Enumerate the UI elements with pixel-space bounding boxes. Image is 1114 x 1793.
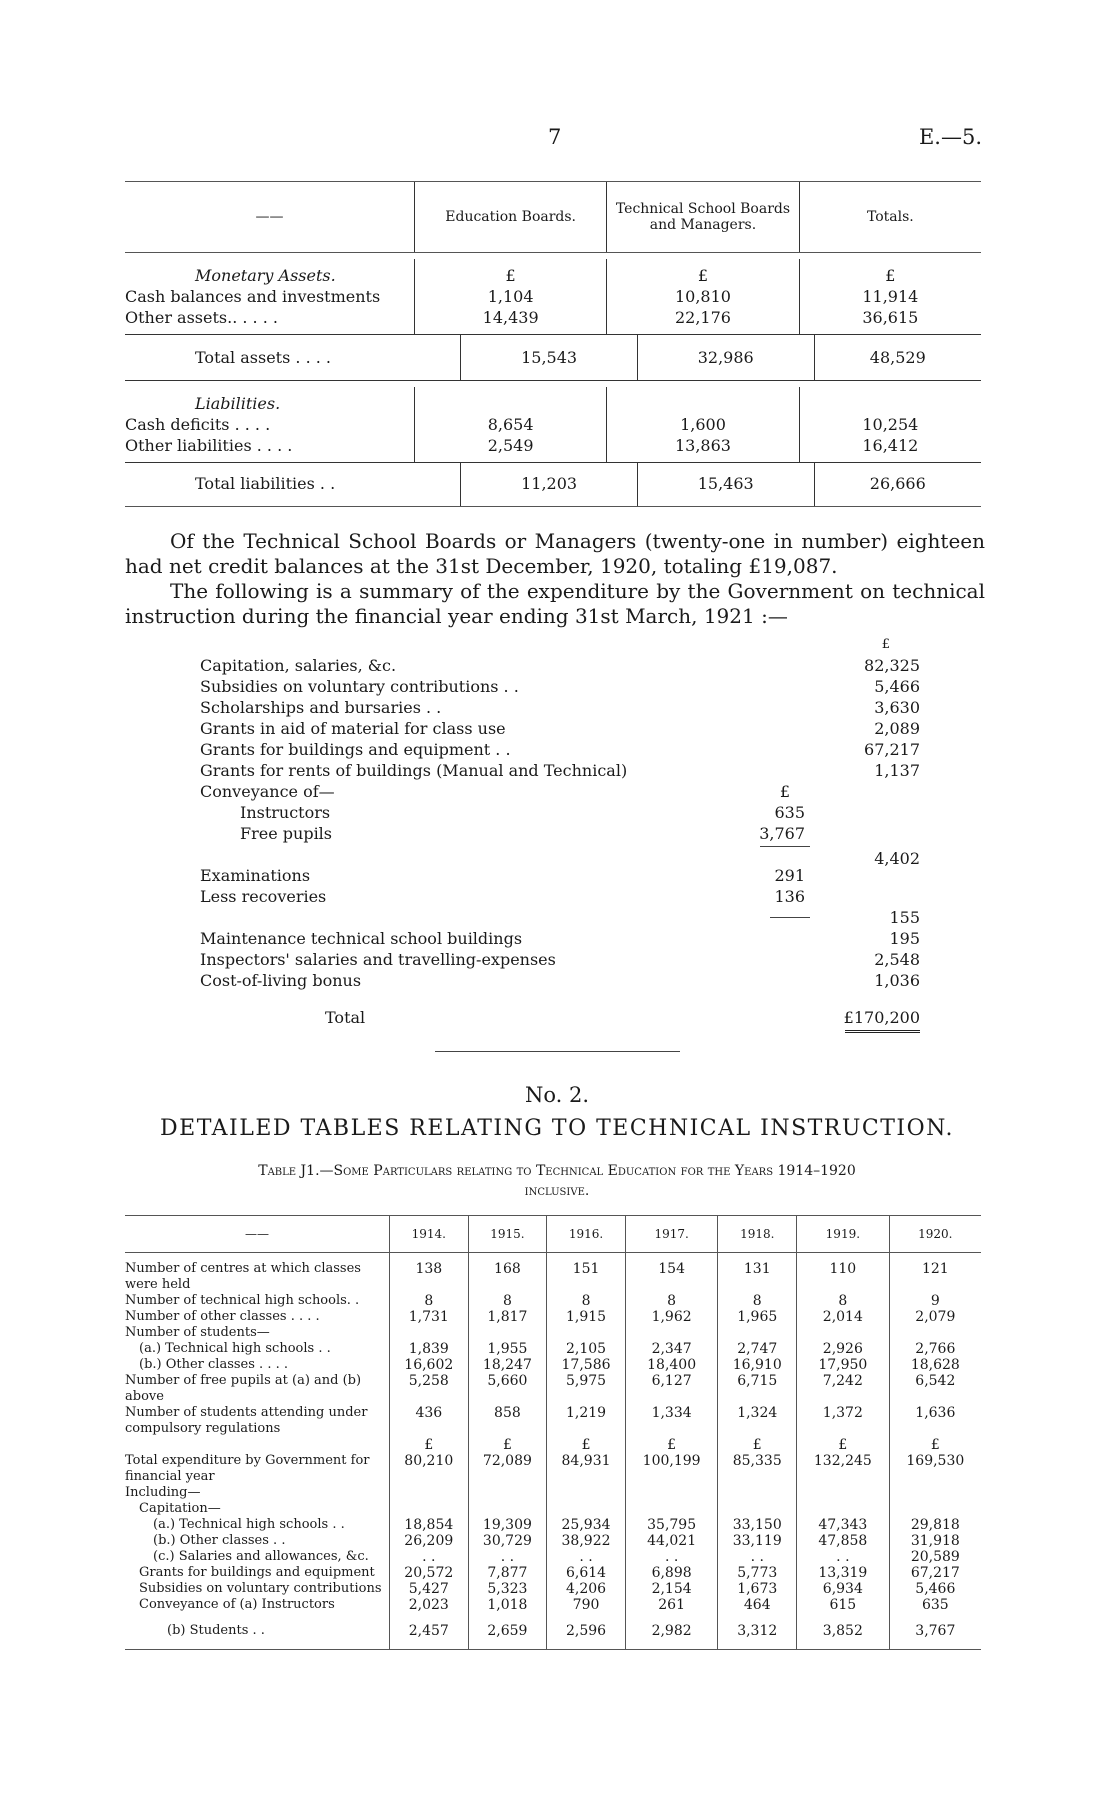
table-cell	[547, 1325, 626, 1341]
table-cell: 1,372	[797, 1405, 890, 1437]
table-row	[125, 1293, 981, 1309]
table-row	[125, 1325, 981, 1341]
table-cell: 464	[718, 1597, 797, 1613]
list-item	[200, 907, 920, 928]
table-row	[125, 1453, 981, 1485]
item-amount: 155	[889, 908, 920, 927]
table-cell: 1,965	[718, 1309, 797, 1325]
column-header: ——	[255, 209, 284, 225]
table-row	[125, 1597, 981, 1613]
column-header: 1918.	[718, 1216, 797, 1253]
currency-symbol: £	[505, 266, 516, 285]
table-cell: 6,127	[625, 1373, 718, 1405]
table-header-row	[125, 182, 981, 253]
table-cell: £	[390, 1437, 469, 1453]
list-item	[200, 802, 920, 823]
table-cell: 169,530	[889, 1453, 981, 1485]
table-cell: 18,247	[468, 1357, 547, 1373]
table-cell	[468, 1325, 547, 1341]
table-cell: £	[889, 1437, 981, 1453]
row-label: (c.) Salaries and allowances, &c.	[153, 1549, 369, 1564]
table-cell: 5,258	[390, 1373, 469, 1405]
table-cell: 5,466	[889, 1581, 981, 1597]
table-cell: 29,818	[889, 1517, 981, 1533]
table-cell: 7,242	[797, 1373, 890, 1405]
column-header: 1919.	[797, 1216, 890, 1253]
table-row	[125, 1357, 981, 1373]
table-cell: 84,931	[547, 1453, 626, 1485]
table-cell: 6,542	[889, 1373, 981, 1405]
table-caption	[0, 1161, 1114, 1201]
table-row	[125, 1613, 981, 1650]
caption-line: Table J1.—Some Particulars relating to Technical Education for the Years 1914–1920	[258, 1163, 856, 1179]
row-label: (b.) Other classes . . . .	[139, 1357, 288, 1372]
table-cell: 7,877	[468, 1565, 547, 1581]
table-cell: 8	[718, 1293, 797, 1309]
table-cell: 15,543	[460, 335, 637, 380]
list-item	[200, 949, 920, 970]
table-cell: 2,596	[547, 1613, 626, 1650]
assets-liabilities-table	[125, 181, 981, 507]
table-cell: 121	[889, 1253, 981, 1294]
paragraph-expenditure-intro: The following is a summary of the expenditure by the Government on technical instruction during the financial year ending 31st March, 1921 :—	[125, 579, 985, 628]
table-cell: 17,586	[547, 1357, 626, 1373]
table-cell: 26,666	[814, 463, 981, 506]
row-label: Number of technical high schools. .	[125, 1293, 360, 1308]
item-subamount: 136	[774, 887, 805, 906]
table-cell: 1,600	[680, 415, 726, 434]
item-label: Grants for rents of buildings (Manual and Technical)	[200, 761, 628, 780]
table-cell: 2,766	[889, 1341, 981, 1357]
table-cell: 20,589	[889, 1549, 981, 1565]
list-item	[200, 739, 920, 760]
table-cell: . .	[390, 1549, 469, 1565]
table-cell: 16,412	[862, 436, 919, 455]
table-cell: 8	[797, 1293, 890, 1309]
table-row	[125, 1517, 981, 1533]
table-cell: . .	[468, 1549, 547, 1565]
item-label: Scholarships and bursaries . .	[200, 698, 442, 717]
table-cell: 5,323	[468, 1581, 547, 1597]
item-amount: 5,466	[874, 677, 920, 696]
table-row	[125, 1581, 981, 1597]
table-cell: 22,176	[674, 308, 731, 327]
table-cell: 6,934	[797, 1581, 890, 1597]
row-label: Total liabilities . .	[195, 474, 336, 493]
table-cell: 44,021	[625, 1533, 718, 1549]
table-cell: 6,614	[547, 1565, 626, 1581]
table-cell: 1,324	[718, 1405, 797, 1437]
table-cell: 132,245	[797, 1453, 890, 1485]
table-cell: 3,767	[889, 1613, 981, 1650]
table-cell: 6,898	[625, 1565, 718, 1581]
row-label: Number of centres at which classes were held	[125, 1261, 361, 1292]
row-label: Including—	[125, 1485, 201, 1500]
item-amount: 1,137	[874, 761, 920, 780]
item-label: Maintenance technical school buildings	[200, 929, 523, 948]
section-heading: Monetary Assets.	[195, 266, 336, 285]
table-cell: 154	[625, 1253, 718, 1294]
table-cell: 47,858	[797, 1533, 890, 1549]
table-cell: 25,934	[547, 1517, 626, 1533]
table-cell: 3,852	[797, 1613, 890, 1650]
table-cell: 18,854	[390, 1517, 469, 1533]
item-amount: 4,402	[874, 849, 920, 868]
table-cell: 261	[625, 1597, 718, 1613]
item-label: Inspectors' salaries and travelling-expenses	[200, 950, 556, 969]
section-title: DETAILED TABLES RELATING TO TECHNICAL INSTRUCTION.	[160, 1116, 954, 1141]
table-cell: 138	[390, 1253, 469, 1294]
table-cell: 635	[889, 1597, 981, 1613]
table-cell: 1,962	[625, 1309, 718, 1325]
table-row	[125, 1253, 981, 1294]
double-underline	[845, 1030, 920, 1033]
row-label	[125, 1437, 390, 1453]
table-cell: 1,636	[889, 1405, 981, 1437]
table-cell: 2,457	[390, 1613, 469, 1650]
currency-symbol: £	[885, 266, 896, 285]
table-cell	[889, 1325, 981, 1341]
item-amount: 82,325	[864, 656, 920, 675]
table-cell: 8,654	[487, 415, 534, 434]
table-cell: 4,206	[547, 1581, 626, 1597]
item-label: Conveyance of—	[200, 782, 335, 801]
list-item	[200, 718, 920, 739]
table-cell: 1,955	[468, 1341, 547, 1357]
table-cell: 168	[468, 1253, 547, 1294]
table-cell: 1,673	[718, 1581, 797, 1597]
table-cell: 8	[468, 1293, 547, 1309]
item-amount: 3,630	[874, 698, 920, 717]
table-cell: . .	[625, 1549, 718, 1565]
table-cell: 31,918	[889, 1533, 981, 1549]
table-cell: 1,018	[468, 1597, 547, 1613]
table-j1	[125, 1215, 981, 1650]
row-label: Capitation—	[139, 1501, 221, 1516]
table-cell	[547, 1501, 626, 1517]
column-header: 1917.	[625, 1216, 718, 1253]
liabilities-section	[125, 380, 981, 462]
row-label: Total expenditure by Government for financial year	[125, 1453, 370, 1484]
caption-line: inclusive.	[524, 1183, 590, 1199]
table-row	[125, 1533, 981, 1549]
table-cell: 100,199	[625, 1453, 718, 1485]
table-cell: 3,312	[718, 1613, 797, 1650]
paragraph-credit-balances: Of the Technical School Boards or Managers (twenty-one in number) eighteen had net credit balances at the 31st December, 1920, totaling £19,087.	[125, 529, 985, 578]
table-cell: 2,023	[390, 1597, 469, 1613]
table-cell: 5,427	[390, 1581, 469, 1597]
column-header: Totals.	[799, 182, 981, 252]
table-row	[125, 1309, 981, 1325]
row-label: Subsidies on voluntary contributions	[139, 1581, 382, 1596]
list-item	[200, 970, 920, 991]
row-label: Cash deficits . . . .	[125, 415, 271, 434]
list-item	[200, 928, 920, 949]
table-cell: 16,910	[718, 1357, 797, 1373]
currency-symbol: £	[881, 637, 890, 652]
section-number: No. 2.	[524, 1083, 590, 1107]
table-cell: 14,439	[482, 308, 539, 327]
table-row	[125, 1437, 981, 1453]
row-label: Number of students attending under compulsory regulations	[125, 1405, 368, 1436]
item-label: Capitation, salaries, &c.	[200, 656, 397, 675]
row-label: Number of other classes . . . .	[125, 1309, 320, 1324]
row-label: (b) Students . .	[125, 1613, 390, 1650]
table-cell: 5,975	[547, 1373, 626, 1405]
item-subamount: 635	[774, 803, 805, 822]
table-row	[125, 1373, 981, 1405]
item-label: Subsidies on voluntary contributions . .	[200, 677, 519, 696]
section-divider	[435, 1051, 680, 1052]
list-item	[200, 760, 920, 781]
table-cell: 2,014	[797, 1309, 890, 1325]
table-cell: 35,795	[625, 1517, 718, 1533]
table-cell	[468, 1485, 547, 1501]
item-label: Examinations	[200, 866, 311, 885]
table-cell: 38,922	[547, 1533, 626, 1549]
table-cell: 20,572	[390, 1565, 469, 1581]
row-label: Number of students—	[125, 1325, 270, 1340]
table-cell: 1,334	[625, 1405, 718, 1437]
table-cell: 10,810	[674, 287, 731, 306]
list-item	[200, 676, 920, 697]
table-cell: . .	[718, 1549, 797, 1565]
item-amount: 195	[889, 929, 920, 948]
item-amount: 1,036	[874, 971, 920, 990]
list-item	[200, 655, 920, 676]
row-label: Total assets . . . .	[195, 348, 331, 367]
item-amount: 67,217	[864, 740, 920, 759]
list-item	[200, 886, 920, 907]
table-header-row	[125, 1216, 981, 1253]
table-cell	[625, 1501, 718, 1517]
section-heading: Liabilities.	[195, 394, 281, 413]
page-number: 7	[548, 125, 562, 149]
table-cell: 11,914	[862, 287, 919, 306]
table-cell: 2,347	[625, 1341, 718, 1357]
table-cell: 2,154	[625, 1581, 718, 1597]
table-cell: 2,747	[718, 1341, 797, 1357]
row-label: (b.) Other classes . .	[153, 1533, 286, 1548]
page-header	[0, 125, 1114, 155]
row-label: (a.) Technical high schools . .	[139, 1341, 331, 1356]
table-row	[125, 1341, 981, 1357]
table-row	[125, 1501, 981, 1517]
table-cell: 67,217	[889, 1565, 981, 1581]
row-label: Other assets.. . . . .	[125, 308, 278, 327]
item-amount: 2,548	[874, 950, 920, 969]
table-cell: 26,209	[390, 1533, 469, 1549]
column-header: 1915.	[468, 1216, 547, 1253]
table-cell: 10,254	[862, 415, 919, 434]
table-cell: 436	[390, 1405, 469, 1437]
table-cell: 1,839	[390, 1341, 469, 1357]
item-amount: 2,089	[874, 719, 920, 738]
total-amount: £170,200	[843, 1008, 920, 1027]
table-cell: £	[547, 1437, 626, 1453]
table-cell: 16,602	[390, 1357, 469, 1373]
total-liabilities-row	[125, 462, 981, 507]
table-cell	[797, 1325, 890, 1341]
table-cell	[889, 1501, 981, 1517]
table-cell: 8	[547, 1293, 626, 1309]
table-cell	[547, 1485, 626, 1501]
total-assets-row	[125, 334, 981, 380]
table-cell: 9	[889, 1293, 981, 1309]
table-cell: 5,660	[468, 1373, 547, 1405]
table-cell	[390, 1485, 469, 1501]
table-cell: 151	[547, 1253, 626, 1294]
list-item	[200, 823, 920, 844]
table-row	[125, 1549, 981, 1565]
table-cell: 2,659	[468, 1613, 547, 1650]
table-cell: 18,400	[625, 1357, 718, 1373]
table-cell: 36,615	[862, 308, 919, 327]
table-cell: 72,089	[468, 1453, 547, 1485]
table-cell: 2,982	[625, 1613, 718, 1650]
table-cell: £	[468, 1437, 547, 1453]
row-label: Conveyance of (a) Instructors	[139, 1597, 335, 1612]
table-cell: 6,715	[718, 1373, 797, 1405]
row-label: Other liabilities . . . .	[125, 436, 293, 455]
table-cell: 1,731	[390, 1309, 469, 1325]
item-label: Grants in aid of material for class use	[200, 719, 506, 738]
column-header: 1920.	[889, 1216, 981, 1253]
total-label: Total	[325, 1008, 366, 1027]
column-header: Technical School Boards and Managers.	[606, 182, 798, 252]
item-subamount: 3,767	[759, 824, 805, 843]
table-cell	[718, 1501, 797, 1517]
table-cell	[797, 1485, 890, 1501]
table-cell	[797, 1501, 890, 1517]
table-cell: £	[625, 1437, 718, 1453]
table-cell	[625, 1485, 718, 1501]
table-cell	[718, 1325, 797, 1341]
item-label: Instructors	[240, 803, 331, 822]
list-item	[200, 697, 920, 718]
table-cell: 32,986	[637, 335, 814, 380]
table-cell: 2,105	[547, 1341, 626, 1357]
table-cell: 858	[468, 1405, 547, 1437]
item-label: Free pupils	[240, 824, 333, 843]
column-header: Education Boards.	[414, 182, 606, 252]
table-row	[125, 1485, 981, 1501]
assets-section	[125, 253, 981, 334]
list-item	[200, 865, 920, 886]
list-item	[200, 781, 920, 802]
table-cell: 1,219	[547, 1405, 626, 1437]
table-cell: £	[718, 1437, 797, 1453]
table-cell: 2,549	[487, 436, 534, 455]
table-cell: 1,915	[547, 1309, 626, 1325]
column-header: ——	[125, 1216, 390, 1253]
item-label: Grants for buildings and equipment . .	[200, 740, 511, 759]
table-cell: 30,729	[468, 1533, 547, 1549]
table-cell: 110	[797, 1253, 890, 1294]
table-cell: 48,529	[814, 335, 981, 380]
table-cell: . .	[797, 1549, 890, 1565]
item-subamount: 291	[774, 866, 805, 885]
column-header: 1914.	[390, 1216, 469, 1253]
table-cell: 2,926	[797, 1341, 890, 1357]
total-row	[200, 1007, 920, 1028]
table-cell: 33,150	[718, 1517, 797, 1533]
table-cell: 131	[718, 1253, 797, 1294]
table-cell: 8	[390, 1293, 469, 1309]
table-cell	[390, 1325, 469, 1341]
table-cell	[625, 1325, 718, 1341]
table-cell: 790	[547, 1597, 626, 1613]
row-label: Grants for buildings and equipment	[139, 1565, 375, 1580]
table-cell: 1,817	[468, 1309, 547, 1325]
currency-symbol: £	[697, 266, 709, 285]
table-cell: 13,319	[797, 1565, 890, 1581]
table-cell: 80,210	[390, 1453, 469, 1485]
row-label: (a.) Technical high schools . .	[153, 1517, 345, 1532]
table-cell	[390, 1501, 469, 1517]
table-row	[125, 1405, 981, 1437]
item-label: Cost-of-living bonus	[200, 971, 362, 990]
table-cell: 11,203	[460, 463, 637, 506]
table-cell: 85,335	[718, 1453, 797, 1485]
table-cell: 615	[797, 1597, 890, 1613]
table-cell: 47,343	[797, 1517, 890, 1533]
table-cell: 17,950	[797, 1357, 890, 1373]
row-label: Cash balances and investments	[125, 287, 381, 306]
table-row	[125, 1565, 981, 1581]
expenditure-summary	[200, 634, 920, 1034]
table-cell: 8	[625, 1293, 718, 1309]
table-cell: 1,104	[487, 287, 534, 306]
table-cell	[468, 1501, 547, 1517]
document-reference: E.—5.	[918, 125, 982, 149]
table-cell: . .	[547, 1549, 626, 1565]
table-cell: 19,309	[468, 1517, 547, 1533]
table-cell: 13,863	[674, 436, 731, 455]
table-cell: 2,079	[889, 1309, 981, 1325]
table-cell: £	[797, 1437, 890, 1453]
table-cell: 5,773	[718, 1565, 797, 1581]
table-cell: 33,119	[718, 1533, 797, 1549]
list-item	[200, 844, 920, 868]
table-cell: 18,628	[889, 1357, 981, 1373]
item-label: Less recoveries	[200, 887, 327, 906]
row-label: Number of free pupils at (a) and (b) above	[125, 1373, 362, 1404]
table-cell	[718, 1485, 797, 1501]
currency-symbol: £	[779, 782, 790, 801]
column-header: 1916.	[547, 1216, 626, 1253]
table-cell	[889, 1485, 981, 1501]
table-cell: 15,463	[637, 463, 814, 506]
